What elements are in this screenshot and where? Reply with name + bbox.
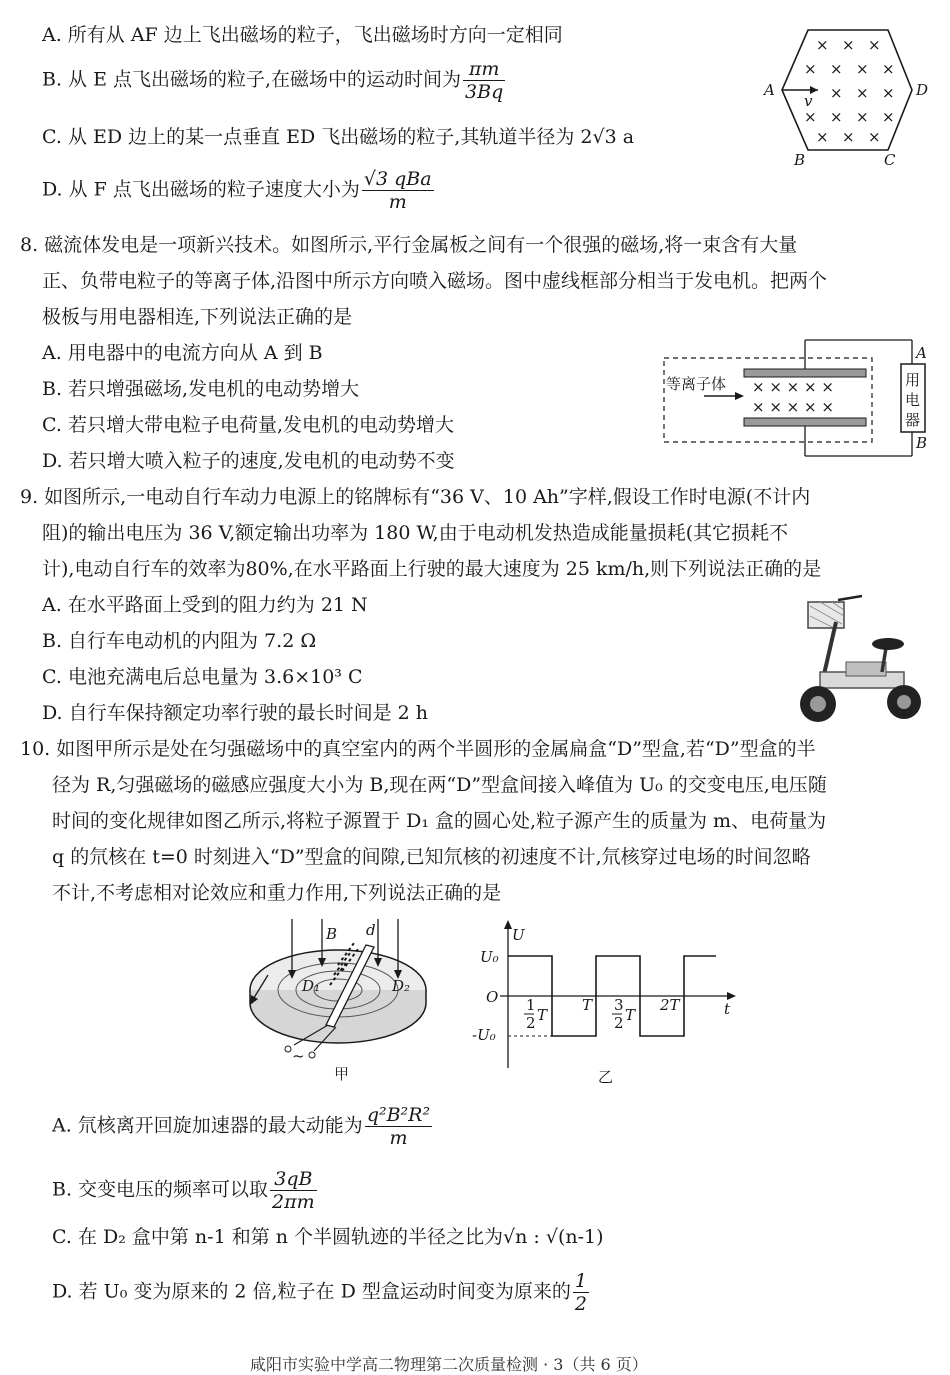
graph-origin-label: O [486,988,499,1006]
graph-u0-label: U₀ [480,948,499,966]
svg-text:×: × [816,128,829,146]
q10-option-c: C. 在 D₂ 盒中第 n-1 和第 n 个半圆轨迹的半径之比为√n : √(n-1) [52,1226,604,1248]
q8-stem-line2: 正、负带电粒子的等离子体,沿图中所示方向喷入磁场。图中虚线框部分相当于发电机。把两个 [42,270,828,292]
plasma-label: 等离子体 [666,375,727,393]
graph-u-label: U [512,926,525,944]
q9-option-b: B. 自行车电动机的内阻为 7.2 Ω [42,630,317,652]
q7-option-d [42,168,436,213]
figure-jia-caption: 甲 [334,1065,350,1083]
cyclotron-figure [238,915,438,1085]
tick-three-half-t: T [625,1006,636,1024]
q10-stem-line3: 时间的变化规律如图乙所示,将粒子源置于 D₁ 盒的圆心处,粒子源产生的质量为 m、电荷量为 [52,810,827,832]
svg-text:×: × [868,36,881,54]
q10-option-a [52,1104,434,1149]
q8-option-a: A. 用电器中的电流方向从 A 到 B [42,342,323,364]
battery-box [846,662,886,676]
q10-stem-line1: 10. 如图甲所示是处在匀强磁场中的真空室内的两个半圆形的金属扁盒“D”型盒,若“D”型盒的半 [20,738,816,760]
q7-option-b-fraction [463,58,505,103]
tick-two-t-label: 2T [660,996,680,1014]
tick-t-label: T [582,996,593,1014]
figure-yi-caption: 乙 [598,1068,614,1086]
hexagon-field-figure [760,18,935,168]
point-b-label: B [794,151,806,168]
voltage-time-graph [470,918,745,1088]
svg-text:×: × [856,108,869,126]
q9-stem-line3: 计),电动自行车的效率为80%,在水平路面上行驶的最大速度为 25 km/h,则下列说法正确的是 [42,558,822,580]
cyclotron-b-label: B [326,925,338,943]
tick-half-num: 1 [526,996,536,1014]
q9-option-c: C. 电池充满电后总电量为 3.6×10³ C [42,666,363,688]
q7-option-b [42,58,507,103]
q7-option-b-text: B. 从 E 点飞出磁场的粒子,在磁场中的运动时间为 [42,68,462,91]
q9-option-d: D. 自行车保持额定功率行驶的最长时间是 2 h [42,702,429,724]
svg-text:×: × [882,108,895,126]
q7-option-d-num: √3 qBa [363,168,432,190]
lower-plate [744,418,866,426]
dee-d1-label: D₁ [302,977,321,995]
q10-option-b [52,1168,319,1213]
q7-option-d-text: D. 从 F 点飞出磁场的粒子速度大小为 [42,178,360,201]
handlebar [838,596,862,600]
graph-neg-u0-label: -U₀ [472,1026,496,1044]
graph-t-label: t [724,1000,731,1018]
q7-option-d-den: m [388,191,407,213]
svg-text:×: × [816,36,829,54]
field-crosses-row1: × × × × × [752,378,834,396]
q8-option-c: C. 若只增大带电粒子电荷量,发电机的电动势增大 [42,414,454,436]
svg-text:×: × [882,84,895,102]
svg-text:×: × [842,128,855,146]
svg-text:×: × [830,60,843,78]
svg-text:×: × [856,60,869,78]
tick-three-half-den: 2 [614,1014,624,1032]
q9-stem-line1: 9. 如图所示,一电动自行车动力电源上的铭牌标有“36 V、10 Ah”字样,假设工作时电源(不计内 [20,486,811,508]
tick-half-t: T [537,1006,548,1024]
page-footer: 咸阳市实验中学高二物理第二次质量检测 · 3（共 6 页） [250,1355,648,1374]
svg-text:×: × [804,60,817,78]
q8-stem-line3: 极板与用电器相连,下列说法正确的是 [42,306,353,328]
device-char1: 用 [905,371,921,389]
q10-option-b-num: 3qB [270,1168,317,1191]
q10-option-d-text: D. 若 U₀ 变为原来的 2 倍,粒子在 D 型盒运动时间变为原来的 [52,1280,571,1303]
plasma-arrow-head [735,392,744,400]
q10-stem-line5: 不计,不考虑相对论效应和重力作用,下列说法正确的是 [52,882,502,904]
svg-text:×: × [830,84,843,102]
svg-text:×: × [842,36,855,54]
q10-option-b-text: B. 交变电压的频率可以取 [52,1178,269,1201]
q8-stem-line1: 8. 磁流体发电是一项新兴技术。如图所示,平行金属板之间有一个很强的磁场,将一束含有大量 [20,234,798,256]
point-d-label: D [916,81,929,99]
svg-text:×: × [882,60,895,78]
q10-option-a-num: q²B²R² [366,1104,431,1126]
terminal-a-label: A [916,344,927,362]
q10-option-a-text: A. 氘核离开回旋加速器的最大动能为 [52,1114,363,1137]
cyclotron-d-label: d [366,921,376,939]
point-c-label: C [884,151,896,168]
q10-option-b-den: 2πm [272,1191,315,1213]
q10-option-d-fraction [573,1270,589,1315]
svg-text:×: × [868,128,881,146]
svg-text:×: × [830,108,843,126]
q7-option-a: A. 所有从 AF 边上飞出磁场的粒子，飞出磁场时方向一定相同 [42,24,563,46]
electric-scooter-image [790,592,930,727]
q10-stem-line4: q 的氘核在 t=0 时刻进入“D”型盒的间隙,已知氘核的初速度不计,氘核穿过电场的时间忽略 [52,846,811,868]
q10-option-a-den: m [389,1127,408,1149]
q10-option-d-den: 2 [574,1293,587,1315]
svg-text:×: × [856,84,869,102]
point-a-label: A [764,81,775,99]
seat [872,638,904,650]
q10-option-d-num: 1 [574,1270,587,1292]
mhd-generator-figure [660,338,935,466]
ac-source-symbol: ~ [292,1047,305,1065]
q9-stem-line2: 阻)的输出电压为 36 V,额定输出功率为 180 W,由于电动机发热造成能量损耗(其它损耗不 [42,522,789,544]
q9-option-a: A. 在水平路面上受到的阻力约为 21 N [42,594,368,616]
q10-stem-line2: 径为 R,匀强磁场的磁感应强度大小为 B,现在两“D”型盒间接入峰值为 U₀ 的交变电压,电压随 [52,774,827,796]
dee-d2-label: D₂ [392,977,411,995]
q10-option-a-fraction [365,1104,432,1149]
q10-option-d [52,1270,591,1315]
q7-option-b-num: πm [463,58,505,81]
tick-half-den: 2 [526,1014,536,1032]
device-char2: 电 [905,391,921,409]
q10-option-b-fraction [270,1168,317,1213]
upper-plate [744,369,866,377]
q7-option-c: C. 从 ED 边上的某一点垂直 ED 飞出磁场的粒子,其轨道半径为 2√3 a [42,126,635,148]
q8-option-d: D. 若只增大喷入粒子的速度,发电机的电动势不变 [42,450,455,472]
device-char3: 器 [905,411,921,429]
svg-text:×: × [804,108,817,126]
terminal-b-label: B [916,434,928,452]
q7-option-d-fraction [362,168,434,213]
q8-option-b: B. 若只增强磁场,发电机的电动势增大 [42,378,360,400]
velocity-label: v [804,92,813,110]
cross-marks [804,36,895,146]
q7-option-b-den: 3Bq [465,81,504,103]
field-crosses-row2: × × × × × [752,398,834,416]
tick-three-half-num: 3 [614,996,624,1014]
